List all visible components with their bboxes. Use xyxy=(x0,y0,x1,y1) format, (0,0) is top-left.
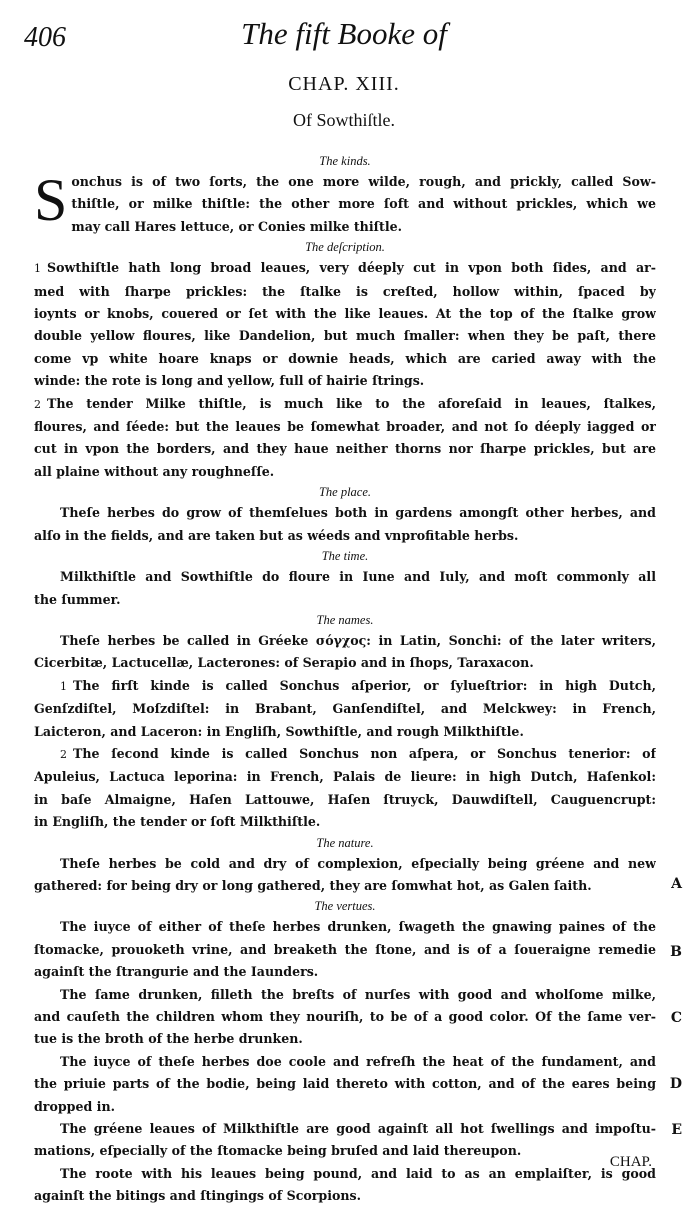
text-line: gathered: for being dry or long gathered, they are ſomwhat hot, as Galen ſaith. xyxy=(34,877,592,893)
section-heading-vertues: The vertues. xyxy=(314,899,376,914)
chapter-number: CHAP. XIII. xyxy=(288,73,400,95)
text-line: onchus is of two ſorts, the one more wilde, rough, and prickly, called Sow- xyxy=(71,174,656,189)
text-line: Sowthiſtle hath long broad leaues, very déeply cut in vpon both ſides, and ar- xyxy=(47,260,656,276)
chapter-body xyxy=(34,152,656,1208)
text-line: Cicerbitæ, Lactucellæ, Lacterones: of Serapio and in ſhops, Taraxacon. xyxy=(34,655,534,671)
text-line: ſtomacke, prouoketh vrine, and breaketh the ſtone, and is of a ſoueraigne remedie xyxy=(34,941,656,957)
text-line: double yellow floures, like Dandelion, but much ſmaller: when they be paſt, there xyxy=(34,328,656,344)
paragraph-number: 2 xyxy=(34,397,41,411)
text-line: The ſame drunken, filleth the breſts of nurſes with good and wholſome milke, xyxy=(60,986,656,1002)
text-line: Theſe herbes be called in Gréeke σόγχος: in Latin, Sonchi: of the later writers, xyxy=(60,632,656,648)
section-heading-place: The place. xyxy=(318,485,372,500)
margin-letter: A xyxy=(671,876,682,892)
text-line: The gréene leaues of Milkthiſtle are good againſt all hot ſwellings and impoſtu- xyxy=(60,1121,656,1137)
text-line: dropped in. xyxy=(34,1098,115,1114)
section-heading-nature: The nature. xyxy=(316,835,374,850)
text-line: Apuleius, Lactuca leporina: in French, Palais de lieure: in high Dutch, Haſenkol: xyxy=(34,769,656,785)
text-line: The roote with his leaues being pound, and laid to as an emplaiſter, is good xyxy=(60,1165,656,1181)
text-line: may call Hares lettuce, or Conies milke thiſtle. xyxy=(71,218,403,234)
text-line: med with ſharpe prickles: the ſtalke is creſted, hollow within, ſpaced by xyxy=(34,283,656,299)
chapter-title: Of Sowthiſtle. xyxy=(293,110,395,130)
text-line: winde: the rote is long and yellow, full of hairie ſtrings. xyxy=(34,373,425,389)
text-line: The tender Milke thiſtle, is much like to the aforeſaid in leaues, ſtalkes, xyxy=(47,395,656,411)
text-line: The iuyce of theſe herbes doe coole and refreſh the heat of the fundament, and xyxy=(60,1053,656,1069)
text-line: thiſtle, or milke thiſtle: the other more ſoft and without prickles, which we xyxy=(71,196,656,212)
text-line: the priuie parts of the bodie, being laid thereto with cotton, and of the eares being xyxy=(34,1076,656,1092)
text-line: The iuyce of either of theſe herbes drunken, ſwageth the gnawing paines of the xyxy=(60,919,656,935)
text-line: againſt the bitings and ſtingings of Scorpions. xyxy=(34,1188,362,1204)
text-line: tue is the broth of the herbe drunken. xyxy=(34,1031,303,1047)
section-heading-names: The names. xyxy=(316,612,374,627)
text-line: in Engliſh, the tender or ſoft Milkthiſtle. xyxy=(34,814,321,830)
margin-letter: B xyxy=(670,944,682,960)
text-line: againſt the ſtrangurie and the Iaunders. xyxy=(34,964,319,980)
margin-letter: C xyxy=(670,1010,682,1026)
paragraph-number: 1 xyxy=(34,262,41,276)
catchword: CHAP. xyxy=(609,1154,652,1170)
text-line: ioynts or knobs, couered or ſet with the like leaues. At the top of the ſtalke grow xyxy=(34,306,656,322)
page-number: 406 xyxy=(24,22,66,53)
text-line: Milkthiſtle and Sowthiſtle do floure in Iune and Iuly, and moſt commonly all xyxy=(60,569,656,585)
paragraph-number: 2 xyxy=(60,747,67,761)
paragraph-names-1 xyxy=(34,675,656,743)
paragraph-vertues-e xyxy=(34,1163,656,1208)
paragraph-kinds xyxy=(34,167,656,238)
text-line: mations, eſpecially of the ſtomacke being bruſed and laid thereupon. xyxy=(34,1143,522,1159)
text-line: the ſummer. xyxy=(34,591,121,607)
section-heading-description: The deſcription. xyxy=(305,240,385,255)
text-line: Genſzdiſtel, Moſzdiſtel: in Brabant, Ganſendiſtel, and Melckwey: in French, xyxy=(34,701,656,717)
running-title: The fift Booke of xyxy=(241,16,447,51)
section-heading-kinds: The kinds. xyxy=(319,154,371,168)
text-line: all plaine without any roughneſſe. xyxy=(34,463,275,479)
text-line: cut in vpon the borders, and they haue neither thorns nor ſharpe prickles, but are xyxy=(34,441,656,457)
paragraph-description-2 xyxy=(34,393,656,484)
text-line: The firſt kinde is called Sonchus aſperior, or ſylueſtrior: in high Dutch, xyxy=(73,677,656,693)
paragraph-place xyxy=(34,502,656,547)
text-line: Theſe herbes do grow of themſelues both in gardens amongſt other herbes, and xyxy=(60,505,656,521)
text-line: Theſe herbes be cold and dry of complexion, eſpecially being gréene and new xyxy=(60,855,656,871)
paragraph-vertues-c xyxy=(34,1051,656,1118)
paragraph-vertues-d xyxy=(34,1118,656,1163)
paragraph-description-1 xyxy=(34,257,656,392)
text-line: The ſecond kinde is called Sonchus non aſpera, or Sonchus tenerior: of xyxy=(73,745,656,761)
page-header xyxy=(0,16,688,56)
paragraph-names-2 xyxy=(34,743,656,834)
text-line: floures, and ſéede: but the leaues be ſomewhat broader, and not ſo déeply iagged or xyxy=(34,419,656,435)
text-line: alſo in the fields, and are taken but as wéeds and vnprofitable herbs. xyxy=(34,527,519,543)
paragraph-time xyxy=(34,566,656,611)
paragraph-vertues-a xyxy=(34,916,656,983)
text-line: and cauſeth the children whom they nouriſh, to be of a good color. Of the ſame ver- xyxy=(34,1009,656,1024)
drop-cap: S xyxy=(34,167,68,233)
paragraph-names-0 xyxy=(34,630,656,675)
section-heading-time: The time. xyxy=(321,549,369,564)
text-line: come vp white hoare knaps or downie heads, which are caried away with the xyxy=(34,350,656,366)
paragraph-nature xyxy=(34,853,656,898)
margin-letter: E xyxy=(671,1122,682,1138)
paragraph-number: 1 xyxy=(60,679,67,693)
margin-letter: D xyxy=(669,1076,682,1092)
paragraph-vertues-b xyxy=(34,984,656,1051)
text-line: Laicteron, and Laceron: in Engliſh, Sowthiſtle, and rough Milkthiſtle. xyxy=(34,723,524,739)
text-line: in baſe Almaigne, Haſen Lattouwe, Haſen ſtruyck, Dauwdiſtell, Cauguencrupt: xyxy=(34,791,656,807)
